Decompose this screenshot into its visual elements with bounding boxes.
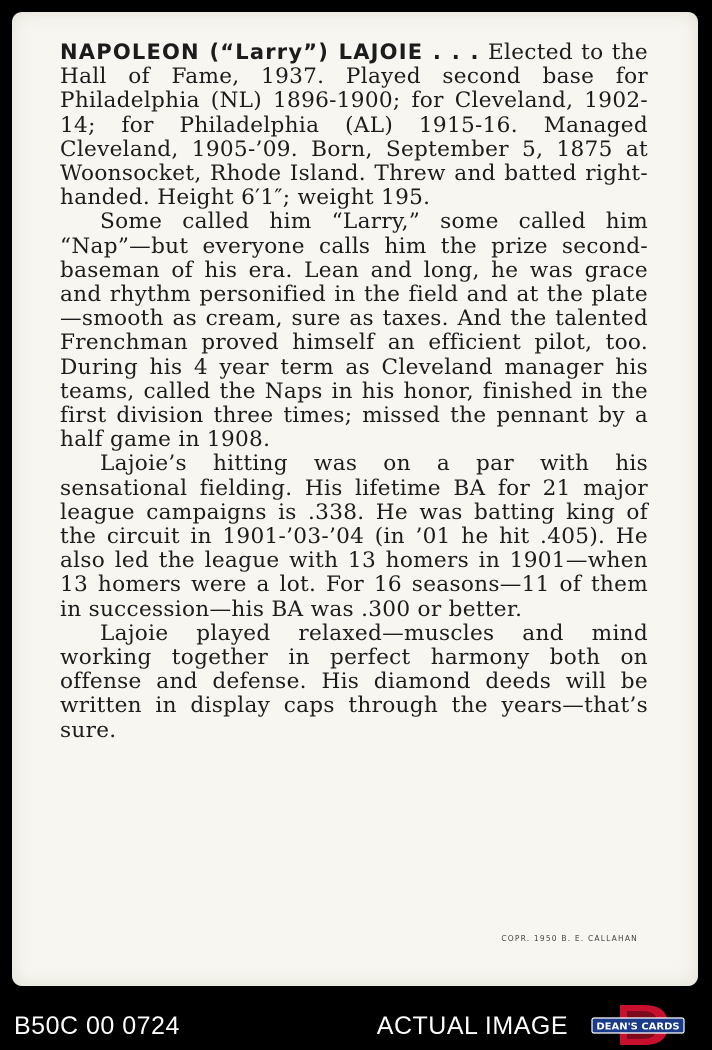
card-bio-text bbox=[60, 40, 648, 743]
copyright-notice: COPR. 1950 B. E. CALLAHAN bbox=[501, 934, 638, 943]
bio-paragraph-4: Lajoie played relaxed—muscles and mind working together in perfect harmony both on offense and defense. His diamond deeds will be written in display caps through the years—that’s sure. bbox=[60, 620, 648, 743]
actual-image-label: ACTUAL IMAGE bbox=[376, 1012, 568, 1040]
bio-paragraph-1-text: Elected to the Hall of Fame, 1937. Played second base for Philadelphia (NL) 1896-1900; for Cleveland, 1902-14; for Philadelphia (AL) 1915-16. Managed Cleveland, 1905-’09. Born, September 5, 1875 at Woonsocket, Rhode Island. Threw and batted right-handed. Height 6′1″; weight 195. bbox=[60, 40, 649, 211]
player-name-heading: NAPOLEON (“Larry”) LAJOIE . . . bbox=[60, 40, 480, 64]
card-back bbox=[12, 12, 698, 986]
bio-paragraph-2: Some called him “Larry,” some called him “Nap”—but everyone calls him the prize second-baseman of his era. Lean and long, he was grace and rhythm personified in the field and at the plate—smooth as cream, sure as taxes. And the talented Frenchman proved himself an efficient pilot, too. During his 4 year term as Cleveland manager his teams, called the Naps in his honor, finished in the first division three times; missed the pennant by a half game in 1908. bbox=[60, 209, 648, 453]
deans-cards-logo bbox=[590, 1003, 686, 1047]
logo-text: DEAN'S CARDS bbox=[596, 1021, 680, 1033]
bio-paragraph-3: Lajoie’s hitting was on a par with his sensational fielding. His lifetime BA for 21 major league campaigns is .338. He was batting king of the circuit in 1901-’03-’04 (in ’01 he hit .405). He also led the league with 13 homers in 1901—when 13 homers were a lot. For 16 seasons—11 of them in succession—his BA was .300 or better. bbox=[60, 451, 648, 622]
bio-paragraph-1 bbox=[60, 40, 648, 210]
item-code: B50C 00 0724 bbox=[14, 1012, 180, 1040]
